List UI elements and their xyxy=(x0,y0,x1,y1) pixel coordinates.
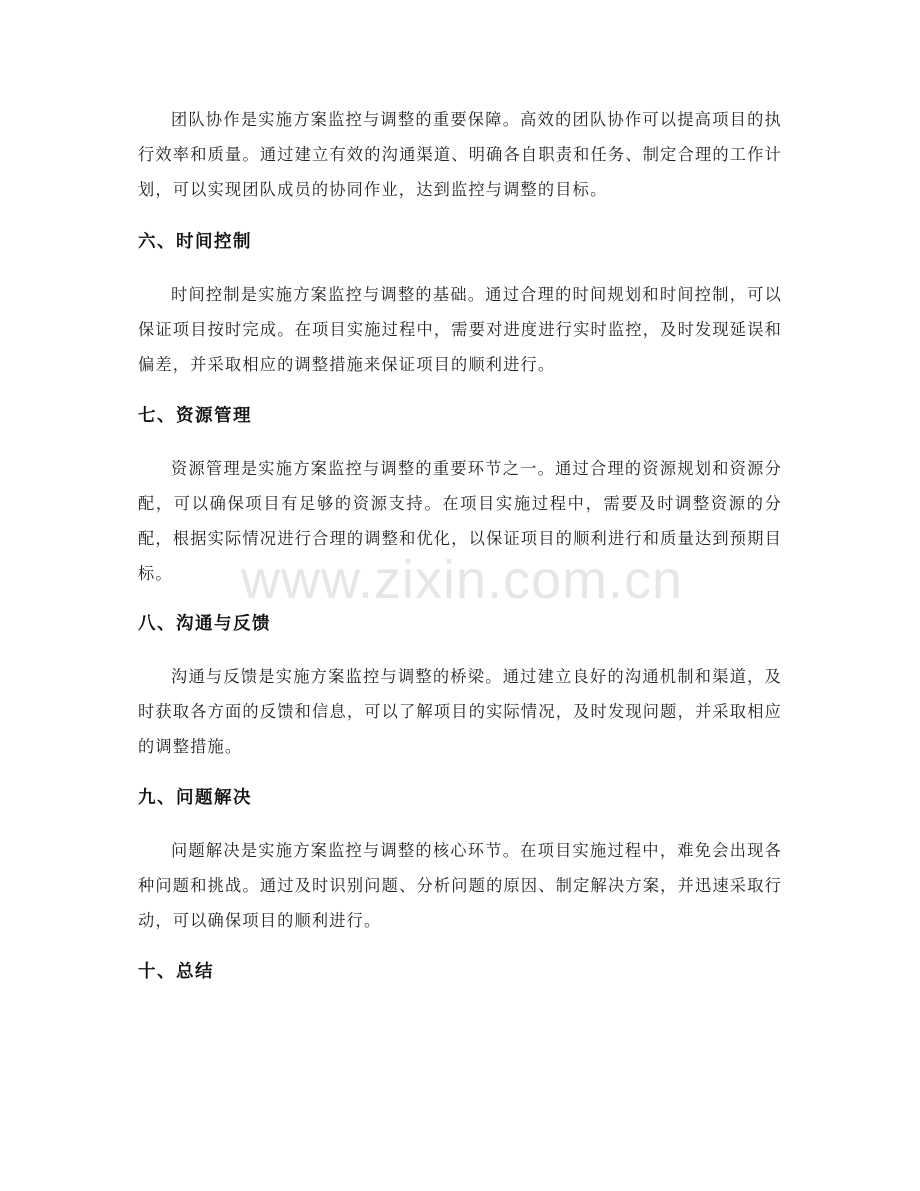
intro-paragraph: 团队协作是实施方案监控与调整的重要保障。高效的团队协作可以提高项目的执行效率和质量。通过建立有效的沟通渠道、明确各自职责和任务、制定合理的工作计划，可以实现团队成员的协同作业，达到监控与调整的目标。 xyxy=(138,110,782,199)
section-heading-communication-feedback: 八、沟通与反馈 xyxy=(138,614,271,634)
section-heading-resource-management: 七、资源管理 xyxy=(138,406,252,426)
section-paragraph-time-control: 时间控制是实施方案监控与调整的基础。通过合理的时间规划和时间控制，可以保证项目按时完成。在项目实施过程中，需要对进度进行实时监控，及时发现延误和偏差，并采取相应的调整措施来保证项目的顺利进行。 xyxy=(138,285,782,374)
section-paragraph-problem-solving: 问题解决是实施方案监控与调整的核心环节。在项目实施过程中，难免会出现各种问题和挑战。通过及时识别问题、分析问题的原因、制定解决方案，并迅速采取行动，可以确保项目的顺利进行。 xyxy=(138,841,782,930)
watermark: www.zixin.com.cn xyxy=(240,550,684,610)
section-heading-summary: 十、总结 xyxy=(138,962,214,982)
section-heading-problem-solving: 九、问题解决 xyxy=(138,788,252,808)
section-paragraph-resource-management: 资源管理是实施方案监控与调整的重要环节之一。通过合理的资源规划和资源分配，可以确保项目有足够的资源支持。在项目实施过程中，需要及时调整资源的分配，根据实际情况进行合理的调整和优化，以保证项目的顺利进行和质量达到预期目标。 xyxy=(138,459,782,583)
section-heading-time-control: 六、时间控制 xyxy=(138,232,252,252)
section-paragraph-communication-feedback: 沟通与反馈是实施方案监控与调整的桥梁。通过建立良好的沟通机制和渠道，及时获取各方面的反馈和信息，可以了解项目的实际情况，及时发现问题，并采取相应的调整措施。 xyxy=(138,667,782,756)
